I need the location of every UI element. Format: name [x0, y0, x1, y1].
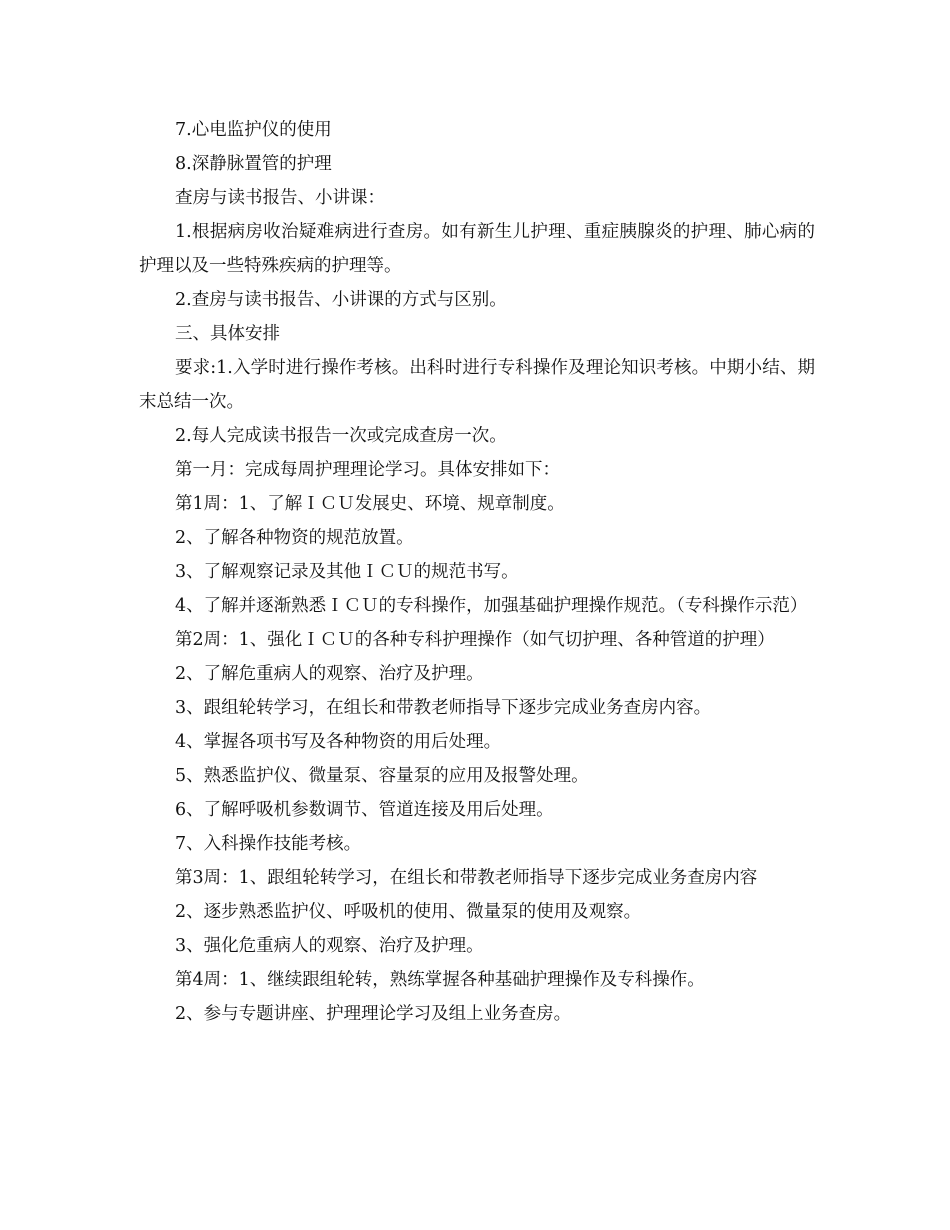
paragraph: 2、逐步熟悉监护仪、呼吸机的使用、微量泵的使用及观察。 [175, 902, 642, 922]
paragraph: 3、强化危重病人的观察、治疗及护理。 [175, 936, 484, 956]
paragraph: 3、了解观察记录及其他ＩＣＵ的规范书写。 [175, 562, 519, 582]
section-heading: 三、具体安排 [175, 324, 280, 344]
paragraph: 2.查房与读书报告、小讲课的方式与区别。 [175, 290, 507, 310]
paragraph: 2、参与专题讲座、护理理论学习及组上业务查房。 [175, 1004, 572, 1024]
paragraph: 2、了解危重病人的观察、治疗及护理。 [175, 664, 484, 684]
paragraph: 第3周：1、跟组轮转学习，在组长和带教老师指导下逐步完成业务查房内容 [175, 868, 758, 888]
paragraph: 4、掌握各项书写及各种物资的用后处理。 [175, 732, 502, 752]
paragraph: 要求:1.入学时进行操作考核。出科时进行专科操作及理论知识考核。中期小结、期末总结一次。 [139, 358, 815, 412]
paragraph: 1.根据病房收治疑难病进行查房。如有新生儿护理、重症胰腺炎的护理、肺心病的护理以及一些特殊疾病的护理等。 [139, 222, 815, 276]
paragraph: 6、了解呼吸机参数调节、管道连接及用后处理。 [175, 800, 554, 820]
paragraph: 4、了解并逐渐熟悉ＩＣＵ的专科操作，加强基础护理操作规范。（专科操作示范） [175, 596, 808, 616]
section-heading: 查房与读书报告、小讲课： [175, 188, 385, 208]
paragraph: 第4周：1、继续跟组轮转，熟练掌握各种基础护理操作及专科操作。 [175, 970, 705, 990]
paragraph: 7.心电监护仪的使用 [175, 120, 332, 140]
document-body [139, 113, 815, 1031]
paragraph: 2.每人完成读书报告一次或完成查房一次。 [175, 426, 507, 446]
paragraph: 8.深静脉置管的护理 [175, 154, 332, 174]
paragraph: 3、跟组轮转学习，在组长和带教老师指导下逐步完成业务查房内容。 [175, 698, 712, 718]
paragraph: 第1周：1、了解ＩＣＵ发展史、环境、规章制度。 [175, 494, 565, 514]
paragraph: 第2周：1、强化ＩＣＵ的各种专科护理操作（如气切护理、各种管道的护理） [175, 630, 775, 650]
paragraph: 5、熟悉监护仪、微量泵、容量泵的应用及报警处理。 [175, 766, 589, 786]
paragraph: 2、了解各种物资的规范放置。 [175, 528, 414, 548]
paragraph: 7、入科操作技能考核。 [175, 834, 362, 854]
paragraph: 第一月：完成每周护理理论学习。具体安排如下： [175, 460, 560, 480]
